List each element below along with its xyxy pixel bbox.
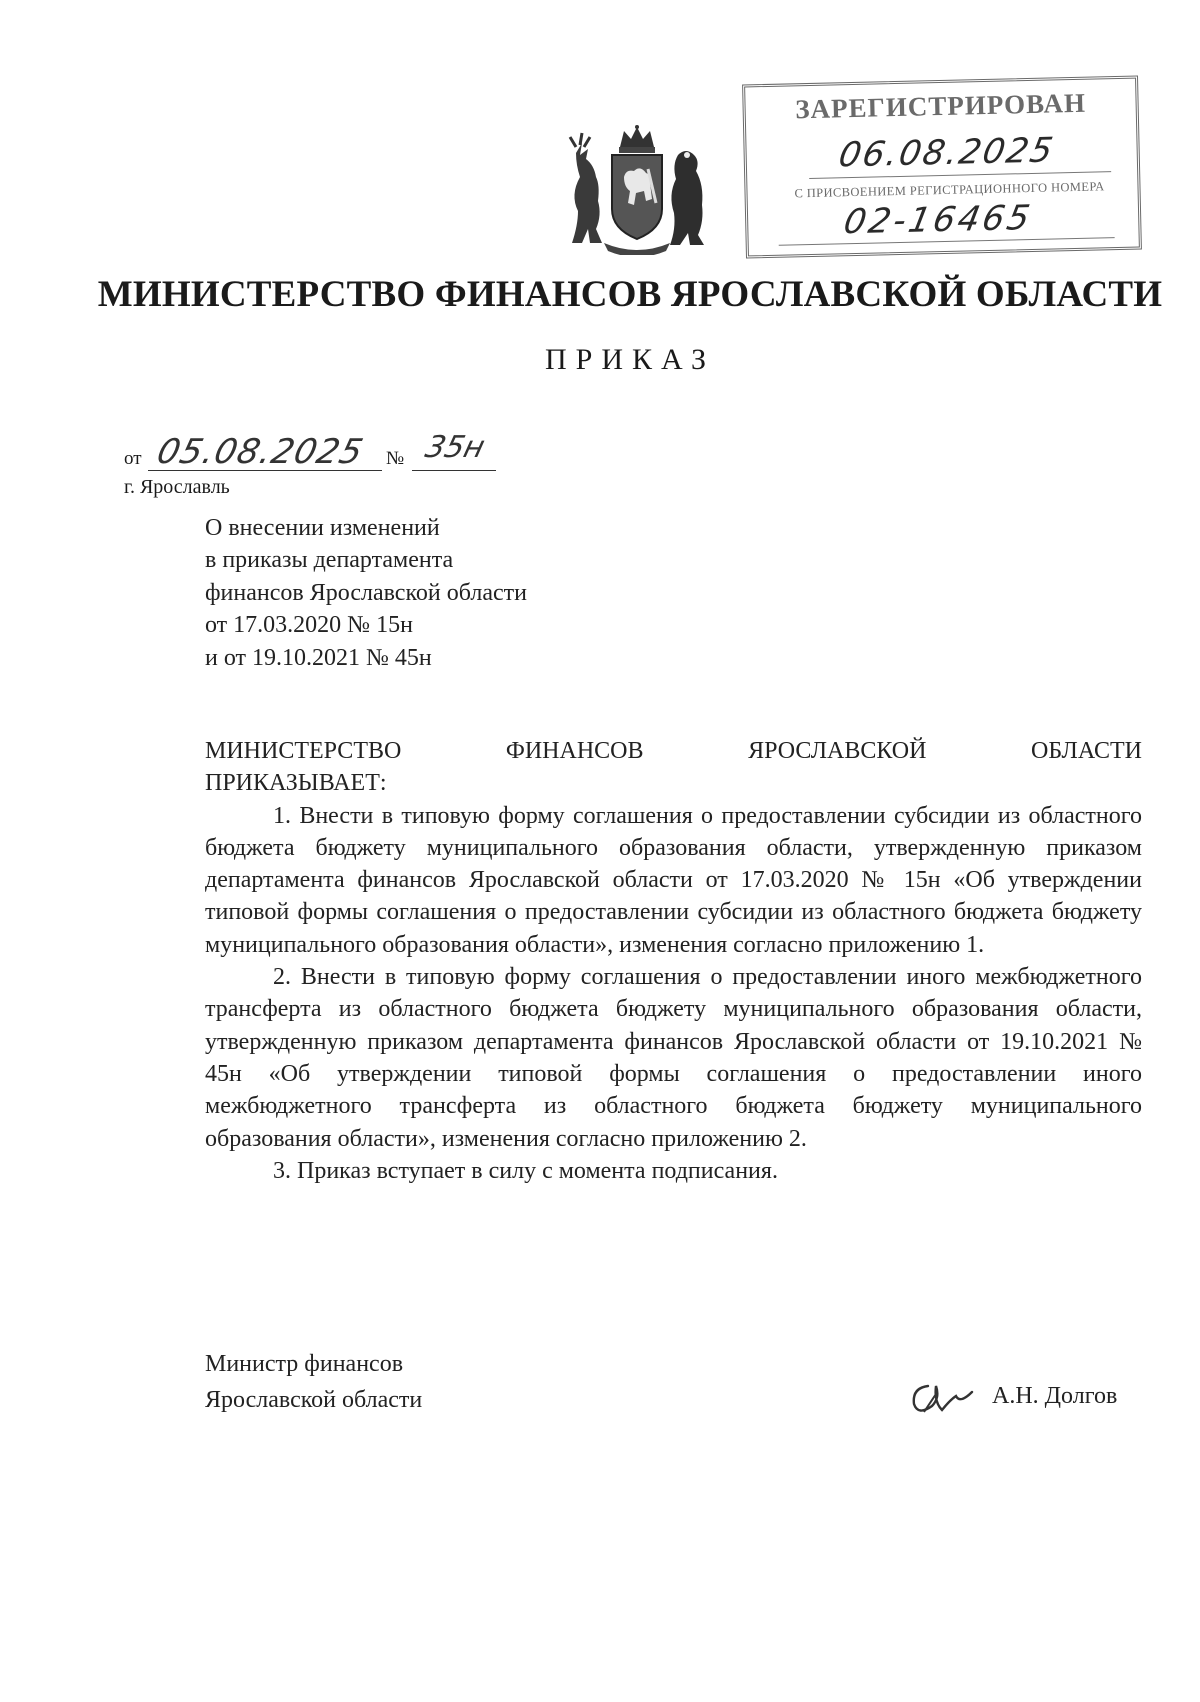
subject-line: финансов Ярославской области [205, 579, 527, 606]
signatory-title [205, 1346, 422, 1418]
heading-word: ОБЛАСТИ [1031, 738, 1142, 764]
heading-word: ФИНАНСОВ [505, 738, 644, 764]
order-number: 35н [421, 430, 489, 465]
handwritten-signature [906, 1372, 978, 1420]
order-body [205, 735, 1142, 1187]
stamp-subtitle: С ПРИСВОЕНИЕМ РЕГИСТРАЦИОННОГО НОМЕРА [794, 179, 1105, 201]
date-from-label: от [124, 448, 142, 469]
subject-line: в приказы департамента [205, 547, 454, 574]
clause-2: 2. Внести в типовую форму соглашения о предоставлении иного межбюджетного трансферта из областного бюджета бюджету муниципального образования области, утвержденную приказом департамента финансов Ярославской области от 19.10.2021 № 45н «Об утверждении типовой формы соглашения о предоставлении иного межбюджетного трансферта из областного бюджета бюджету муниципального образования области», изменения согласно приложению 2. [205, 964, 1142, 1152]
subject-line: О внесении изменений [205, 515, 440, 541]
document-type: ПРИКАЗ [545, 343, 715, 376]
clause-1: 1. Внести в типовую форму соглашения о предоставлении субсидии из областного бюджета бюджету муниципального образования области, утвержденную приказом департамента финансов Ярославской области от 17.03.2020 № 15н «Об утверждении типовой формы соглашения о предоставлении субсидии из областного бюджета бюджету муниципального образования области», изменения согласно приложению 1. [205, 802, 1142, 958]
order-date: 05.08.2025 [153, 432, 368, 472]
coat-of-arms-emblem [566, 125, 708, 255]
subject-line: и от 19.10.2021 № 45н [205, 644, 432, 671]
number-label: № [386, 448, 405, 469]
stamp-date: 06.08.2025 [835, 130, 1058, 176]
order-subject [205, 512, 527, 674]
signatory-title-line: Ярославской области [205, 1387, 423, 1413]
registration-stamp [742, 76, 1142, 259]
signatory-title-line: Министр финансов [205, 1351, 404, 1377]
body-heading [205, 735, 1142, 767]
stamp-title: ЗАРЕГИСТРИРОВАН [795, 87, 1087, 125]
subject-line: от 17.03.2020 № 15н [205, 612, 413, 639]
date-underline [148, 470, 382, 471]
ministry-title: МИНИСТЕРСТВО ФИНАНСОВ ЯРОСЛАВСКОЙ ОБЛАСТИ [97, 274, 1163, 315]
number-underline [412, 470, 496, 471]
heading-word: ЯРОСЛАВСКОЙ [748, 738, 927, 764]
body-heading-tail: ПРИКАЗЫВАЕТ: [205, 770, 387, 797]
city: г. Ярославль [124, 476, 230, 498]
stamp-registration-number: 02-16465 [840, 197, 1036, 243]
signatory-name: А.Н. Долгов [992, 1383, 1118, 1409]
heading-word: МИНИСТЕРСТВО [205, 738, 402, 764]
clause-3: 3. Приказ вступает в силу с момента подписания. [273, 1157, 778, 1184]
